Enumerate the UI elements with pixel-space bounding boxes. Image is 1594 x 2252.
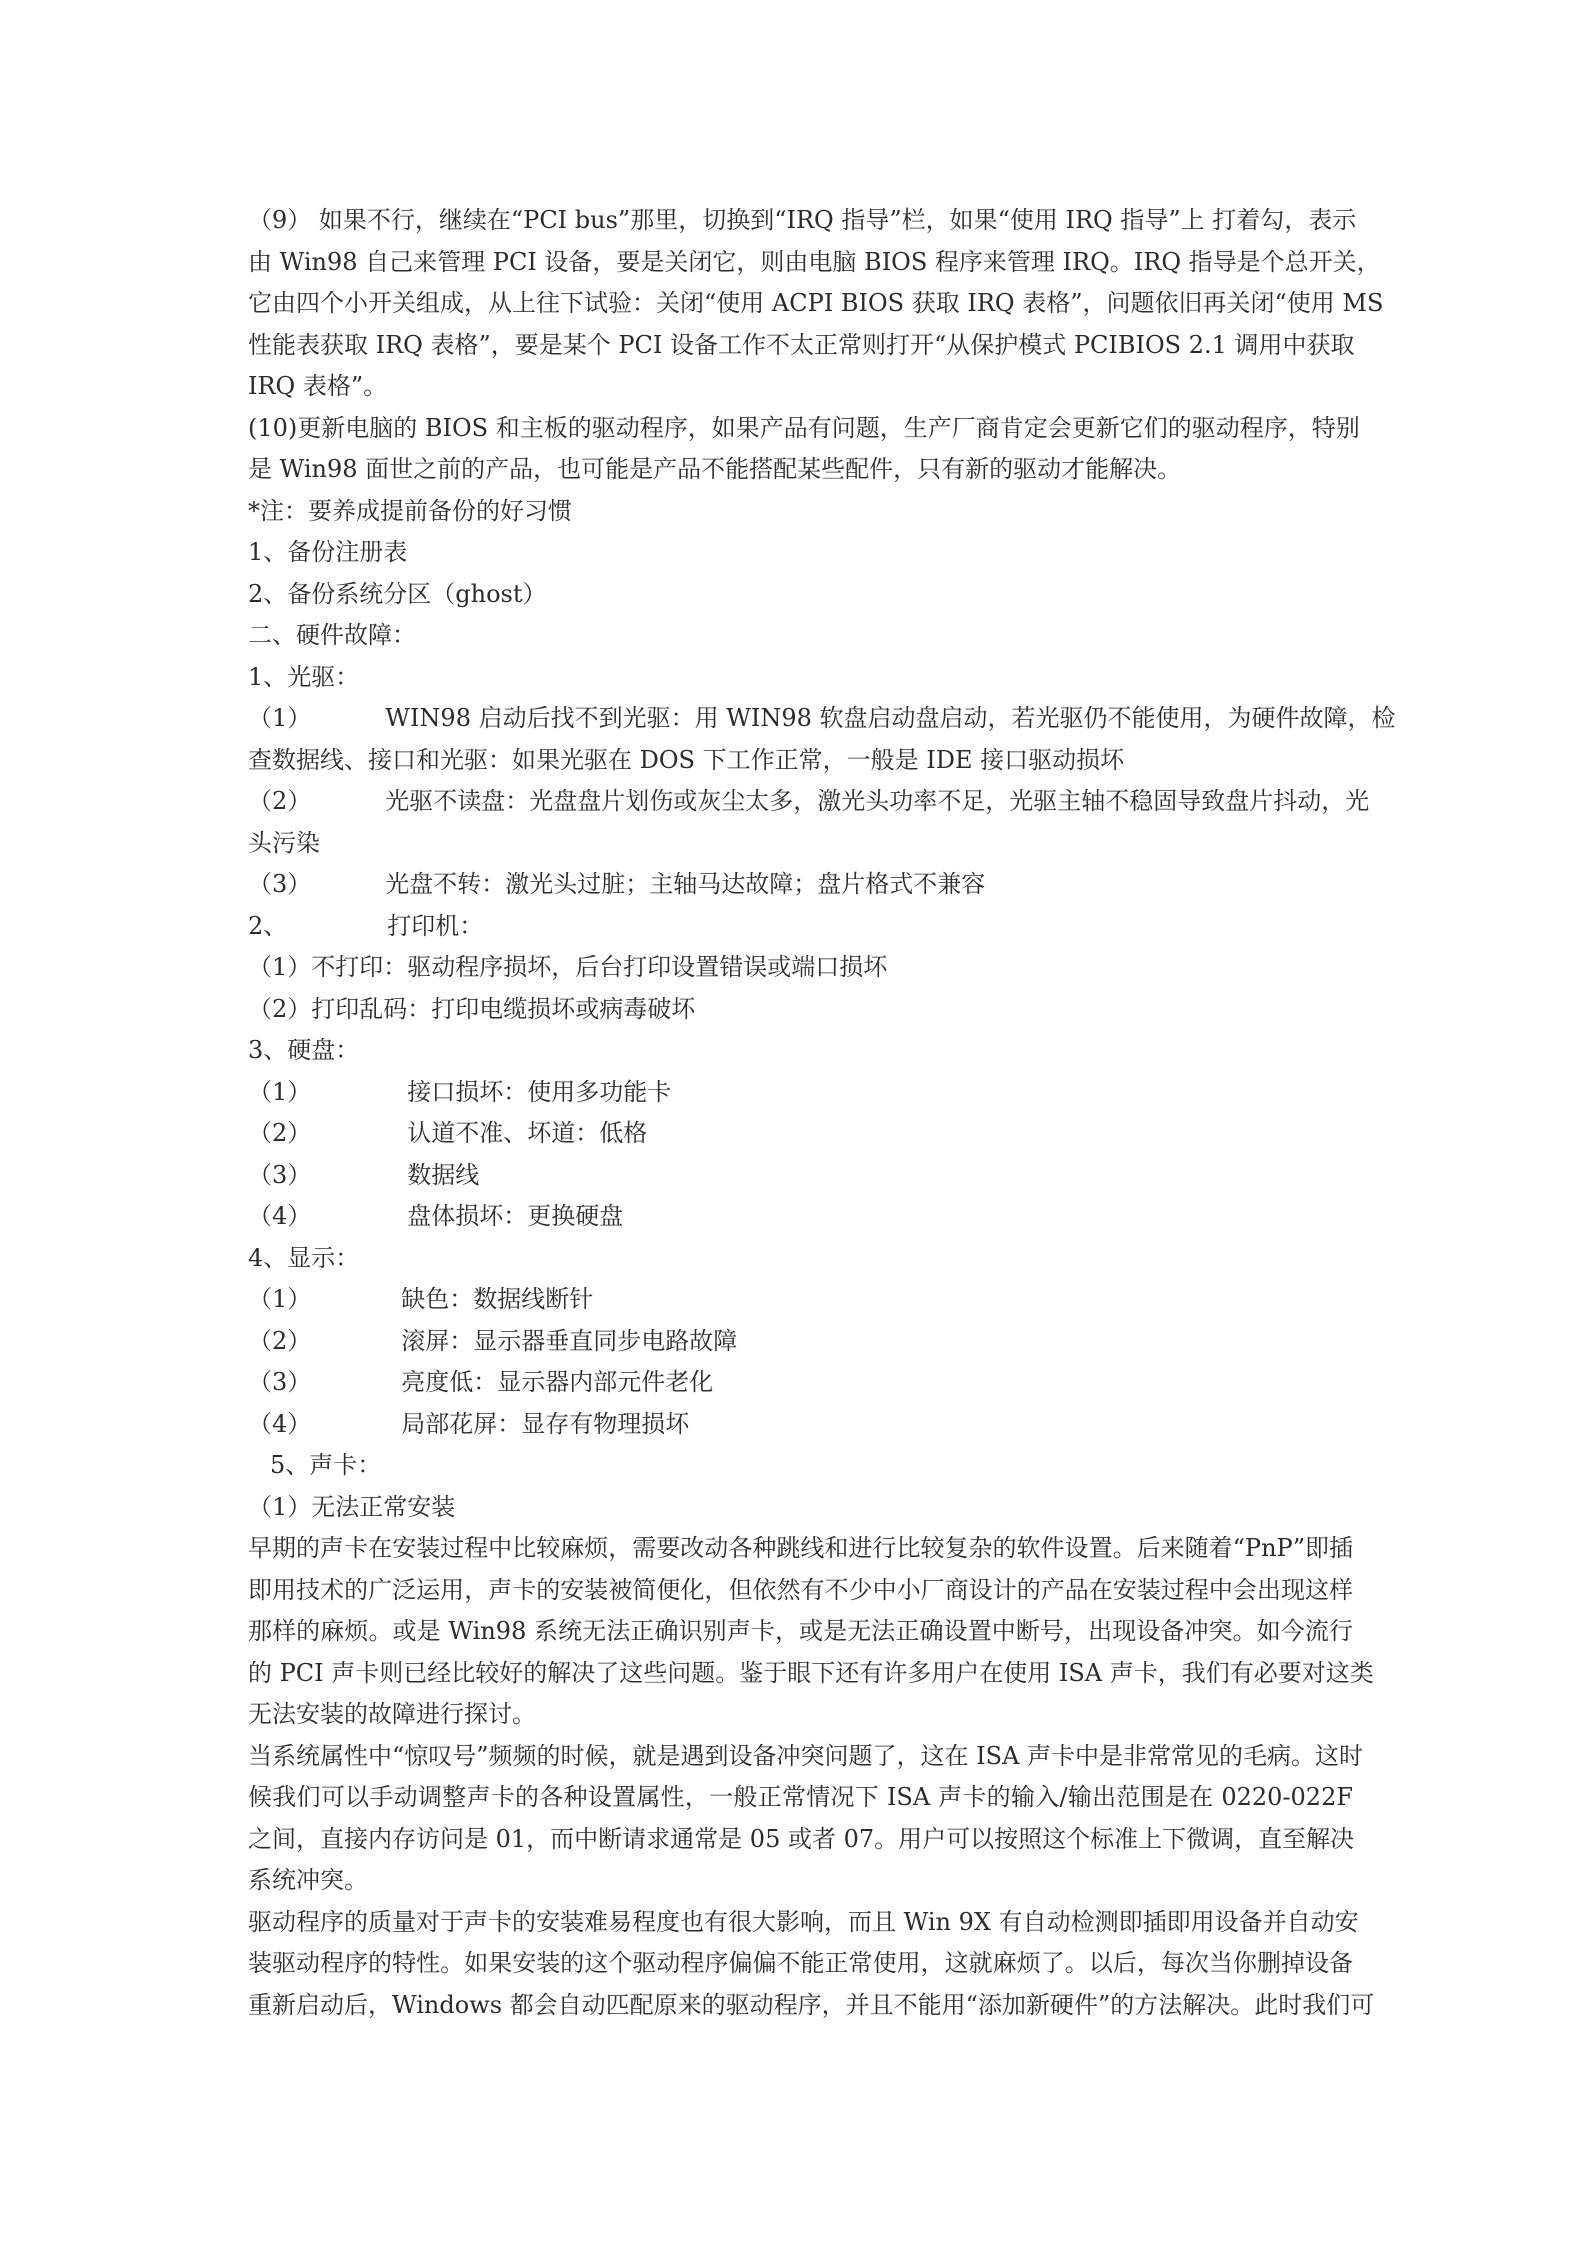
item-text: 缺色：数据线断针: [401, 1285, 594, 1313]
item-number: （4）: [248, 1409, 312, 1438]
text-line: 的 PCI 声卡则已经比较好的解决了这些问题。鉴于眼下还有许多用户在使用 ISA 声卡，我们有必要对这类: [248, 1658, 1374, 1687]
item-text: 局部花屏：显存有物理损坏: [401, 1409, 690, 1438]
text-line: 驱动程序的质量对于声卡的安装难易程度也有很大影响，而且 Win 9X 有自动检测即插即用设备并自动安: [248, 1907, 1359, 1936]
text-line: 性能表获取 IRQ 表格”，要是某个 PCI 设备工作不太正常则打开“从保护模式 PCIBIOS 2.1 调用中获取: [248, 330, 1355, 359]
text-line: 候我们可以手动调整声卡的各种设置属性，一般正常情况下 ISA 声卡的输入/输出范围是在 0220-022F: [248, 1783, 1353, 1811]
text-line: 装驱动程序的特性。如果安装的这个驱动程序偏偏不能正常使用，这就麻烦了。以后，每次当你删掉设备: [248, 1949, 1353, 1977]
section-heading: 二、硬件故障：: [248, 621, 416, 649]
text-line: 它由四个小开关组成，从上往下试验：关闭“使用 ACPI BIOS 获取 IRQ 表格”，问题依旧再关闭“使用 MS: [248, 289, 1384, 317]
intro-section: [248, 200, 1384, 698]
text-line: 无法安装的故障进行探讨。: [248, 1700, 536, 1728]
paragraph: [248, 1736, 1364, 1902]
item-number: （4）: [248, 1202, 312, 1230]
item-number: （2）: [248, 1119, 312, 1147]
text-line: （9） 如果不行，继续在“PCI bus”那里，切换到“IRQ 指导”栏，如果“使用 IRQ 指导”上 打着勾，表示: [248, 206, 1357, 234]
item-number: （3）: [248, 1368, 312, 1396]
text-line: 即用技术的广泛运用，声卡的安装被简便化，但依然有不少中小厂商设计的产品在安装过程中会出现这样: [248, 1575, 1353, 1604]
document-page: [248, 200, 1396, 2026]
list-item-continuation: 头污染: [248, 828, 320, 857]
subsection-heading-display: 4、显示：: [248, 1243, 360, 1272]
item-text: 数据线: [407, 1160, 480, 1189]
list-item: [248, 1155, 1353, 1197]
item-text: 亮度低：显示器内部元件老化: [401, 1368, 714, 1396]
item-number: （1）: [248, 704, 312, 732]
item-text: WIN98 启动后找不到光驱：用 WIN98 软盘启动盘启动，若光驱仍不能使用，为硬件故障，检: [385, 704, 1396, 732]
item-number: （1）: [248, 1077, 312, 1106]
backup-note: *注：要养成提前备份的好习惯: [248, 496, 572, 525]
paragraph: [248, 1528, 1374, 1736]
item-text: 光盘不转：激光头过脏；主轴马达故障；盘片格式不兼容: [385, 870, 986, 898]
item-text: 光驱不读盘：光盘盘片划伤或灰尘太多，激光头功率不足，光驱主轴不稳固导致盘片抖动，光: [385, 787, 1370, 815]
list-item: [248, 1072, 1353, 1114]
list-item: [248, 864, 1353, 906]
item-text: 滚屏：显示器垂直同步电路故障: [401, 1326, 738, 1355]
text-line: 是 Win98 面世之前的产品，也可能是产品不能搭配某些配件，只有新的驱动才能解决。: [248, 455, 1182, 483]
item-number: （2）: [248, 1326, 312, 1355]
item-text: 接口损坏：使用多功能卡: [407, 1077, 672, 1106]
item-number: （3）: [248, 1160, 312, 1189]
list-item: [248, 1362, 1353, 1404]
disk-section: [248, 1030, 1353, 1238]
list-item: [248, 1113, 1353, 1155]
text-line: 那样的麻烦。或是 Win98 系统无法正确识别声卡，或是无法正确设置中断号，出现设备冲突。如今流行: [248, 1617, 1353, 1645]
item-text: 认道不准、坏道：低格: [407, 1119, 648, 1147]
sound-subheading: （1）无法正常安装: [248, 1492, 456, 1521]
item-number: （3）: [248, 870, 312, 898]
list-item: （2）打印乱码：打印电缆损坏或病毒破坏: [248, 994, 696, 1023]
text-line: 重新启动后，Windows 都会自动匹配原来的驱动程序，并且不能用“添加新硬件”的方法解决。此时我们可: [248, 1990, 1375, 2019]
list-item: [248, 1321, 1353, 1363]
paragraph: [248, 1902, 1375, 2027]
text-line: 系统冲突。: [248, 1866, 368, 1894]
subsection-heading-sound: 5、声卡：: [270, 1451, 382, 1479]
cdrom-list: [248, 698, 1396, 906]
heading-number: 2、: [248, 911, 288, 940]
backup-item: 1、备份注册表: [248, 538, 408, 566]
list-item: [248, 1279, 1353, 1321]
list-item: [248, 1196, 1353, 1238]
list-item: [248, 781, 1370, 823]
list-item: [248, 698, 1396, 740]
text-line: 之间，直接内存访问是 01，而中断请求通常是 05 或者 07。用户可以按照这个标准上下微调，直至解决: [248, 1824, 1355, 1853]
text-line: 早期的声卡在安装过程中比较麻烦，需要改动各种跳线和进行比较复杂的软件设置。后来随着“PnP”即插: [248, 1534, 1353, 1562]
list-item-continuation: 查数据线、接口和光驱：如果光驱在 DOS 下工作正常，一般是 IDE 接口驱动损坏: [248, 745, 1125, 774]
item-number: （1）: [248, 1285, 312, 1313]
text-line: (10)更新电脑的 BIOS 和主板的驱动程序，如果产品有问题，生产厂商肯定会更新它们的驱动程序，特别: [248, 413, 1360, 442]
text-line: 当系统属性中“惊叹号”频频的时候，就是遇到设备冲突问题了，这在 ISA 声卡中是非常常见的毛病。这时: [248, 1741, 1364, 1770]
subsection-heading-cdrom: 1、光驱：: [248, 662, 360, 691]
subsection-heading-disk: 3、硬盘：: [248, 1036, 360, 1064]
text-line: IRQ 表格”。: [248, 372, 388, 400]
text-line: 由 Win98 自己来管理 PCI 设备，要是关闭它，则由电脑 BIOS 程序来管理 IRQ。IRQ 指导是个总开关，: [248, 247, 1381, 276]
subsection-heading-printer: [248, 906, 1353, 948]
list-item: [248, 1404, 1353, 1446]
display-section: [248, 1238, 1353, 1446]
item-number: （2）: [248, 787, 312, 815]
item-text: 盘体损坏：更换硬盘: [407, 1202, 624, 1230]
heading-text: 打印机：: [387, 911, 484, 940]
printer-section: [248, 906, 1353, 1031]
backup-item: 2、备份系统分区（ghost）: [248, 579, 547, 608]
sound-section: [248, 1445, 1375, 2026]
list-item: （1）不打印：驱动程序损坏，后台打印设置错误或端口损坏: [248, 953, 888, 981]
